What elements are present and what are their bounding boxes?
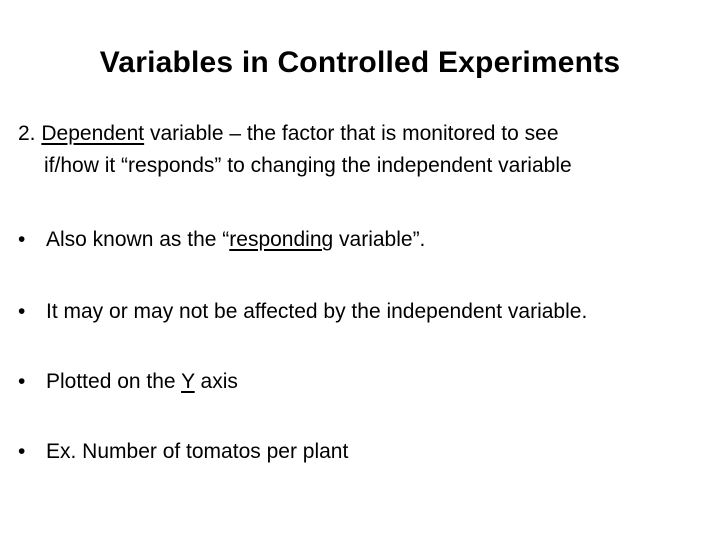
- definition-line-1: [18, 118, 708, 150]
- bullet-item: [18, 226, 708, 254]
- bullet-emphasis: responding: [229, 228, 334, 251]
- bullet-text-end: variable”.: [333, 228, 426, 251]
- bullet-text: It may or may not be affected by the independent variable.: [46, 300, 588, 323]
- definition-text: variable – the factor that is monitored to see: [144, 122, 559, 145]
- bullet-text: Also known as the “: [46, 228, 230, 251]
- bullet-item: [18, 368, 708, 396]
- bullet-text: Ex. Number of tomatos per plant: [46, 440, 349, 463]
- bullet-icon: •: [18, 228, 26, 251]
- definition-term: Dependent: [41, 122, 145, 145]
- definition-block: [18, 118, 708, 182]
- bullet-item: [18, 438, 708, 466]
- definition-line-2: if/how it “responds” to changing the independent variable: [44, 154, 572, 177]
- bullet-icon: •: [18, 440, 26, 463]
- bullet-emphasis: Y: [181, 370, 195, 393]
- bullet-item: [18, 298, 708, 326]
- bullet-icon: •: [18, 300, 26, 323]
- slide-title: Variables in Controlled Experiments: [99, 46, 621, 79]
- bullet-text-end: axis: [194, 370, 238, 393]
- bullet-text: Plotted on the: [46, 370, 182, 393]
- bullet-icon: •: [18, 370, 26, 393]
- definition-number: 2.: [18, 122, 42, 145]
